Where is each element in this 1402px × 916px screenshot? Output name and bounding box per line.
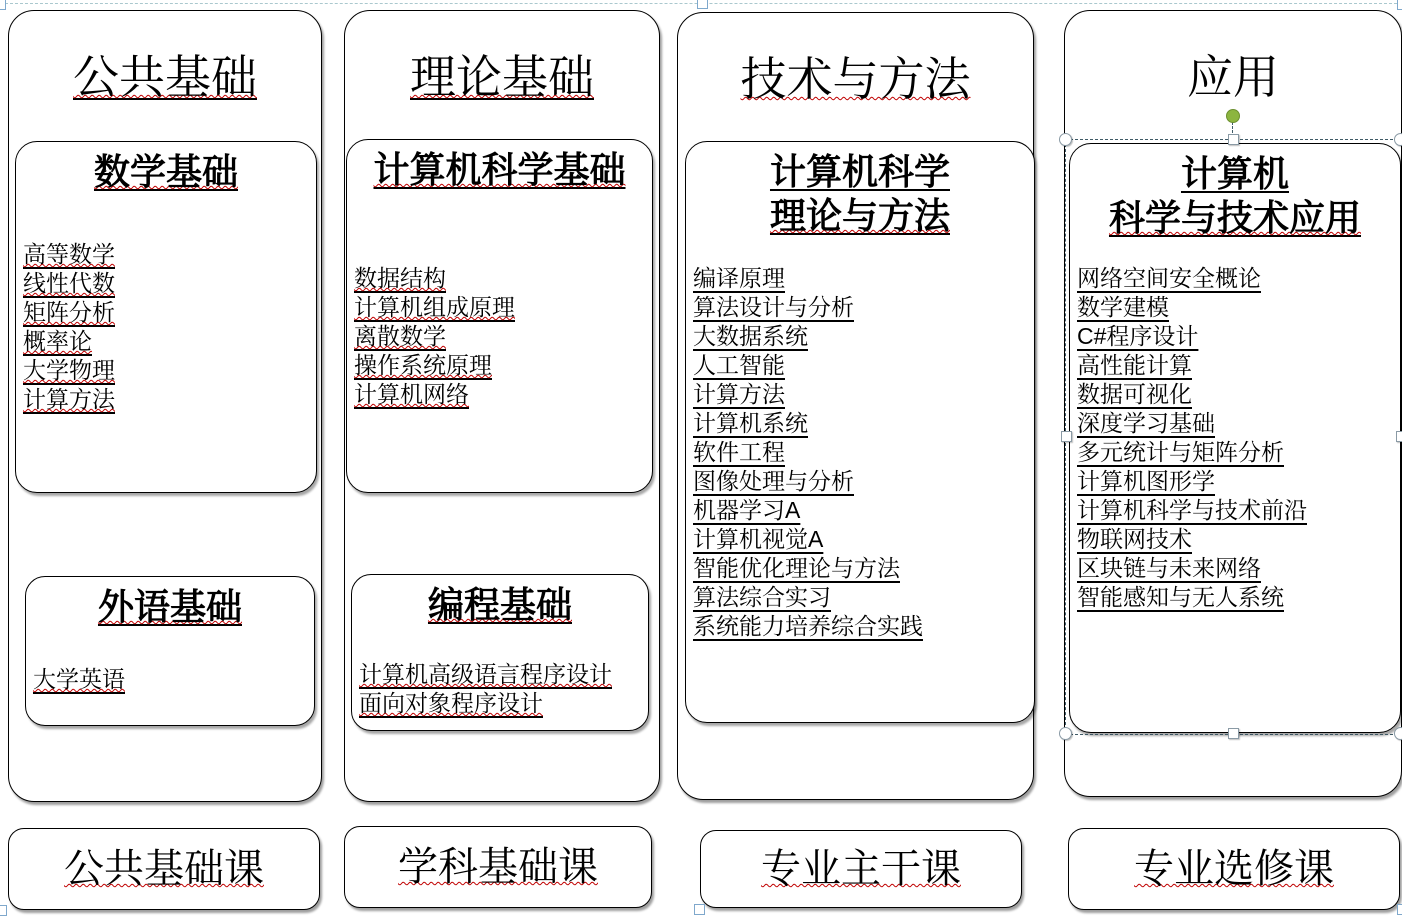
column-title	[9, 51, 321, 104]
box-header-line1: 计算机科学	[769, 151, 950, 192]
category-label-text: 专业选修课	[1134, 847, 1334, 891]
column-title-text: 理论基础	[410, 51, 594, 103]
box-foreign-language-foundation[interactable]	[25, 576, 315, 726]
course-item: 大数据系统	[693, 323, 808, 349]
course-item: 计算机网络	[354, 381, 469, 407]
column-title-text: 技术与方法	[740, 53, 971, 105]
course-item: 计算机系统	[693, 410, 808, 436]
course-item: 算法综合实习	[693, 584, 831, 610]
course-item: 计算方法	[693, 381, 785, 407]
box-header	[16, 150, 316, 194]
box-header	[686, 150, 1034, 238]
column-title-text: 公共基础	[73, 51, 257, 103]
course-item: 数据结构	[354, 265, 446, 291]
column-title	[345, 51, 659, 104]
course-item: 高性能计算	[1077, 352, 1192, 378]
course-item: 计算机高级语言程序设计	[359, 661, 612, 687]
column-panel-theory-foundation[interactable]	[344, 10, 660, 802]
selection-handle-n[interactable]	[1228, 134, 1239, 145]
box-header	[352, 583, 648, 627]
course-list	[33, 665, 310, 694]
course-item: 图像处理与分析	[693, 468, 854, 494]
course-item: 矩阵分析	[23, 299, 115, 325]
category-label-major-elective[interactable]	[1068, 828, 1400, 910]
selection-handle-nw[interactable]	[1059, 133, 1072, 146]
box-cs-foundation[interactable]	[346, 139, 653, 493]
category-label-major-core[interactable]	[700, 830, 1022, 908]
course-item: 区块链与未来网络	[1077, 555, 1261, 581]
group-handle-top-center[interactable]	[697, 0, 708, 9]
column-title	[1065, 51, 1401, 104]
course-item: 数学建模	[1077, 294, 1169, 320]
category-label-discipline-basic[interactable]	[344, 826, 652, 908]
selection-handle-se[interactable]	[1394, 727, 1402, 740]
course-item: 计算机图形学	[1077, 468, 1215, 494]
category-label-text: 学科基础课	[398, 845, 598, 889]
course-item: 编译原理	[693, 265, 785, 291]
column-title	[678, 53, 1033, 106]
box-header-text: 编程基础	[427, 584, 572, 625]
course-item: C#程序设计	[1077, 323, 1199, 349]
box-header	[347, 148, 652, 192]
shape-selection-outline	[1065, 139, 1402, 735]
course-item: 高等数学	[23, 241, 115, 267]
selection-handle-s[interactable]	[1228, 728, 1239, 739]
group-handle-top-right[interactable]	[1397, 0, 1402, 10]
box-cs-theory-methods[interactable]	[685, 141, 1035, 723]
group-handle-top-left[interactable]	[0, 0, 6, 10]
course-item: 离散数学	[354, 323, 446, 349]
selection-handle-sw[interactable]	[1059, 727, 1072, 740]
course-item: 多元统计与矩阵分析	[1077, 439, 1284, 465]
course-list	[693, 264, 1030, 641]
course-item: 系统能力培养综合实践	[693, 613, 923, 639]
course-item: 物联网技术	[1077, 526, 1192, 552]
group-handle-bottom-center[interactable]	[694, 904, 705, 915]
course-item: 网络空间安全概论	[1077, 265, 1261, 291]
course-item: 大学英语	[33, 666, 125, 692]
group-handle-bottom-right[interactable]	[1397, 904, 1402, 915]
course-list	[23, 240, 312, 414]
course-list	[354, 264, 648, 409]
category-label-public-basic[interactable]	[8, 828, 320, 910]
category-label-text: 公共基础课	[64, 847, 264, 891]
course-item: 软件工程	[693, 439, 785, 465]
selection-handle-e[interactable]	[1396, 431, 1402, 442]
group-handle-bottom-left[interactable]	[0, 905, 7, 916]
course-item: 计算机科学与技术前沿	[1077, 497, 1307, 523]
course-item: 线性代数	[23, 270, 115, 296]
course-item: 人工智能	[693, 352, 785, 378]
selection-handle-ne[interactable]	[1394, 133, 1402, 146]
course-item: 智能感知与无人系统	[1077, 584, 1284, 610]
course-item: 算法设计与分析	[693, 294, 854, 320]
course-item: 计算机组成原理	[354, 294, 515, 320]
course-list	[359, 660, 644, 718]
box-header-text: 外语基础	[97, 586, 242, 627]
box-header	[26, 585, 314, 629]
course-item: 数据可视化	[1077, 381, 1192, 407]
course-item: 机器学习A	[693, 497, 801, 523]
box-header-line1: 计算机	[1180, 153, 1289, 194]
course-item: 操作系统原理	[354, 352, 492, 378]
rotation-handle[interactable]	[1226, 109, 1240, 123]
column-panel-technology-methods[interactable]	[677, 12, 1034, 800]
box-programming-foundation[interactable]	[351, 574, 649, 731]
course-item: 大学物理	[23, 357, 115, 383]
column-panel-public-foundation[interactable]	[8, 10, 322, 802]
box-header-text: 计算机科学基础	[373, 149, 626, 190]
box-header-text: 数学基础	[93, 151, 238, 192]
box-header-line2: 科学与技术应用	[1108, 197, 1361, 238]
course-item: 面向对象程序设计	[359, 690, 543, 716]
course-item: 计算方法	[23, 386, 115, 412]
course-item: 智能优化理论与方法	[693, 555, 900, 581]
box-header-line2: 理论与方法	[769, 195, 950, 236]
course-item: 计算机视觉A	[693, 526, 824, 552]
box-math-foundation[interactable]	[15, 141, 317, 493]
course-item: 深度学习基础	[1077, 410, 1215, 436]
selection-handle-w[interactable]	[1061, 431, 1072, 442]
column-title-text: 应用	[1187, 51, 1279, 103]
course-item: 概率论	[23, 328, 92, 354]
category-label-text: 专业主干课	[761, 847, 961, 891]
